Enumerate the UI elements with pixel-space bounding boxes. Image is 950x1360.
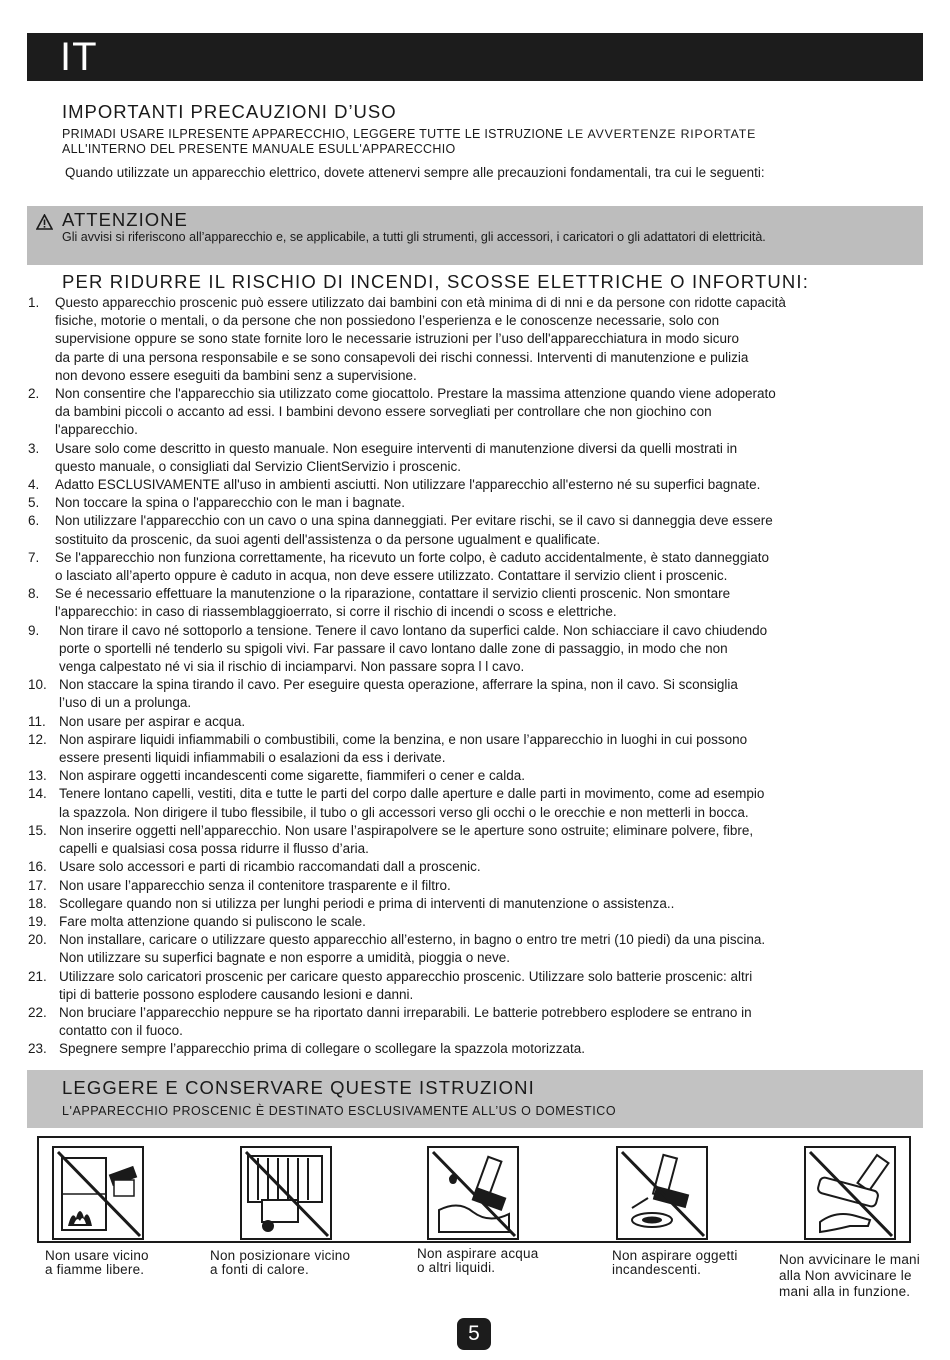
warning-text: Gli avvisi si riferiscono all’apparecchio e, se applicabile, a tutti gli strumenti, gli accessori, i caricatori o gli adattatori di elettricità. (62, 230, 766, 244)
safety-rule-line: Se l'apparecchio non funziona correttamente, ha ricevuto un forte colpo, è caduto accidentalmente, è stato danneggiato (55, 549, 770, 565)
safety-rule-item (28, 585, 888, 621)
safety-rule-number: 22. (28, 1004, 47, 1020)
caption-2-line-2: a fonti di calore. (210, 1262, 309, 1277)
safety-rule-item (28, 294, 888, 385)
safety-rule-line: Usare solo accessori e parti di ricambio raccomandati dall a proscenic. (59, 859, 481, 875)
safety-rule-line: Non utilizzare su superfici bagnate e non esporre a umidità, pioggia o neve. (59, 950, 511, 966)
caption-5-line-2: alla Non avvicinare le (779, 1268, 912, 1283)
safety-rule-number: 16. (28, 859, 47, 875)
safety-rule-line: non devono essere eseguiti da bambini senz a supervisione. (55, 367, 417, 383)
safety-rule-number: 8. (28, 586, 40, 602)
safety-rule-number: 17. (28, 877, 47, 893)
safety-rule-line: l'apparecchio: in caso di riassemblaggioerrato, si corre il rischio di incendi o scoss e elettriche. (55, 604, 617, 620)
safety-rule-line: da parte di una persona responsabile e se sono consapevoli dei rischi connessi. Interventi di manutenzione e pulizia (55, 349, 749, 365)
safety-rule-number: 3. (28, 440, 40, 456)
precautions-subtitle-part1: PRIMADI USARE ILPRESENTE APPARECCHIO, LEGGERE TUTTE LE ISTRUZIONE (62, 127, 564, 141)
safety-rule-line: l'apparecchio. (55, 422, 138, 438)
caption-1-line-1: Non usare vicino (45, 1248, 149, 1263)
no-heat-source-icon (240, 1146, 332, 1240)
precautions-intro: Quando utilizzate un apparecchio elettrico, dovete attenervi sempre alle precauzioni fondamentali, tra cui le seguenti: (65, 165, 765, 180)
safety-rule-number: 2. (28, 386, 40, 402)
safety-rule-item (28, 440, 888, 476)
safety-rule-line: Non usare per aspirar e acqua. (59, 713, 246, 729)
safety-rule-line: Non bruciare l’apparecchio neppure se ha riportato danni irreparabili. Le batterie potrebbero esplodere se entrano in (59, 1004, 752, 1020)
safety-rule-line: Tenere lontano capelli, vestiti, dita e tutte le parti del corpo dalle aperture e dalle parti in movimento, come ad esempio (59, 786, 765, 802)
caption-1-line-2: a fiamme libere. (45, 1262, 145, 1277)
safety-rule-line: Se é necessario effettuare la manutenzione o la riparazione, contattare il servizio clienti proscenic. Non smontare (55, 586, 731, 602)
caption-3-line-1: Non aspirare acqua (417, 1246, 539, 1261)
safety-rule-item (28, 385, 888, 440)
caption-4-line-1: Non aspirare oggetti (612, 1248, 738, 1263)
safety-rule-item (28, 549, 888, 585)
language-header-bar (27, 33, 923, 81)
safety-rule-number: 1. (28, 295, 40, 310)
safety-rule-number: 4. (28, 477, 40, 493)
safety-rule-line: Non aspirare oggetti incandescenti come sigarette, fiammiferi o cener e calda. (59, 768, 525, 784)
safety-rule-line: l’uso di un a prolunga. (59, 695, 192, 711)
safety-rule-item (28, 877, 888, 895)
safety-rule-line: Usare solo come descritto in questo manuale. Non eseguire interventi di manutenzione diversi da quelli mostrati in (55, 440, 738, 456)
safety-rule-line: capelli e qualsiasi cosa possa ridurre il flusso d’aria. (59, 841, 369, 857)
safety-rule-number: 6. (28, 513, 40, 529)
safety-rule-line: contatto con il fuoco. (59, 1023, 183, 1039)
safety-rule-number: 23. (28, 1041, 47, 1057)
language-code: IT (60, 35, 98, 79)
warning-title: ATTENZIONE (62, 209, 188, 230)
safety-rule-line: venga calpestato né vi sia il rischio di inciamparvi. Non passare sopra l l cavo. (59, 659, 525, 675)
pictogram-caption-1 (45, 1249, 149, 1277)
safety-rules-list (28, 294, 888, 1059)
safety-rule-item (28, 476, 888, 494)
pictogram-caption-3 (417, 1247, 538, 1275)
safety-rule-item (28, 731, 888, 767)
safety-rule-number: 13. (28, 768, 47, 784)
safety-rule-item (28, 713, 888, 731)
risk-title: PER RIDURRE IL RISCHIO DI INCENDI, SCOSSE ELETTRICHE O INFORTUNI: (62, 271, 810, 292)
safety-rule-number: 11. (28, 713, 46, 729)
caption-5-line-1: Non avvicinare le mani (779, 1252, 920, 1267)
safety-rule-line: Non utilizzare l'apparecchio con un cavo o una spina danneggiati. Per evitare rischi, se il cavo si danneggia deve essere (55, 513, 773, 529)
safety-rule-item (28, 895, 888, 913)
precautions-title: IMPORTANTI PRECAUZIONI D’USO (62, 101, 397, 122)
safety-rule-number: 10. (28, 677, 47, 693)
page-number: 5 (457, 1318, 491, 1350)
caption-2-line-1: Non posizionare vicino (210, 1248, 351, 1263)
safety-rule-line: questo manuale, o consigliati dal Servizio ClientServizio i proscenic. (55, 458, 461, 474)
precautions-subtitle-line2: ALL'INTERNO DEL PRESENTE MANUALE ESULL'APPARECCHIO (62, 142, 456, 156)
pictogram-caption-5 (779, 1252, 920, 1300)
safety-rule-number: 9. (28, 622, 40, 638)
safety-rule-line: Non inserire oggetti nell’apparecchio. Non usare l’aspirapolvere se le aperture sono ostruite; eliminare polvere, fibre, (59, 822, 754, 838)
safety-rule-item (28, 676, 888, 712)
safety-rule-number: 14. (28, 786, 47, 802)
read-keep-box (27, 1070, 923, 1128)
safety-rule-line: Fare molta attenzione quando si puliscono le scale. (59, 913, 366, 929)
caption-4-line-2: incandescenti. (612, 1262, 702, 1277)
safety-rule-number: 18. (28, 895, 47, 911)
safety-rule-item (28, 1004, 888, 1040)
no-hot-objects-icon (616, 1146, 708, 1240)
safety-rule-line: Non consentire che l'apparecchio sia utilizzato come giocattolo. Prestare la massima attenzione quando viene adoperato (55, 386, 776, 402)
safety-rule-line: Non installare, caricare o utilizzare questo apparecchio all’esterno, in bagno o entro tre metri (10 piedi) da una piscina. (59, 932, 766, 948)
safety-rule-number: 15. (28, 822, 47, 838)
safety-rule-line: Non aspirare liquidi infiammabili o combustibili, come la benzina, e non usare l’apparecchio in luoghi in cui possono (59, 731, 748, 747)
safety-rule-line: fisiche, motorie o mentali, o da persone che non possiedono l’esperienza e le conoscenze necessarie, solo con (55, 313, 720, 329)
safety-rule-line: Non staccare la spina tirando il cavo. Per eseguire questa operazione, afferrare la spina, non il cavo. Si sconsiglia (59, 677, 738, 693)
safety-rule-line: tipi di batterie possono esplodere causando lesioni e danni. (59, 986, 414, 1002)
safety-rule-item (28, 767, 888, 785)
no-liquids-icon (427, 1146, 519, 1240)
warning-box (27, 206, 923, 265)
pictogram-caption-2 (210, 1249, 350, 1277)
safety-rule-item (28, 822, 888, 858)
safety-rule-item (28, 1040, 888, 1058)
pictogram-caption-4 (612, 1249, 738, 1277)
safety-rule-line: Non tirare il cavo né sottoporlo a tensione. Tenere il cavo lontano da superfici calde. Non schiacciare il cavo chiudendo (59, 622, 768, 638)
safety-rule-item (28, 968, 888, 1004)
caption-3-line-2: o altri liquidi. (417, 1260, 496, 1275)
read-keep-subtitle: L'APPARECCHIO PROSCENIC È DESTINATO ESCLUSIVAMENTE ALL’US O DOMESTICO (62, 1104, 617, 1118)
no-hands-near-brush-icon (804, 1146, 896, 1240)
safety-rule-line: sostituito da proscenic, da suoi agenti dell'assistenza o da persone ugualment e qualificate. (55, 531, 601, 547)
safety-rule-line: Non toccare la spina o l'apparecchio con le man i bagnate. (55, 495, 406, 511)
safety-rule-item (28, 785, 888, 821)
safety-rule-line: Non usare l’apparecchio senza il contenitore trasparente e il filtro. (59, 877, 451, 893)
safety-rule-item (28, 494, 888, 512)
safety-rule-line: Questo apparecchio proscenic può essere utilizzato dai bambini con età minima di di nni e da persone con ridotte capacità (55, 295, 786, 310)
safety-rule-number: 5. (28, 495, 40, 511)
safety-rule-item (28, 622, 888, 677)
read-keep-title: LEGGERE E CONSERVARE QUESTE ISTRUZIONI (62, 1077, 535, 1098)
safety-rule-line: Scollegare quando non si utilizza per lunghi periodi e prima di interventi di manutenzione o assistenza.. (59, 895, 675, 911)
safety-rule-number: 21. (28, 968, 47, 984)
warning-triangle-icon (36, 214, 53, 230)
safety-rule-line: essere presenti liquidi infiammabili o esalazioni da ess i derivate. (59, 750, 446, 766)
safety-rule-number: 7. (28, 549, 40, 565)
safety-rule-number: 20. (28, 932, 47, 948)
no-open-flame-icon (52, 1146, 144, 1240)
safety-rule-item (28, 858, 888, 876)
safety-rule-line: porte o sportelli né tenderlo su spigoli vivi. Far passare il cavo lontano dalle zone di passaggio, in modo che non (59, 640, 728, 656)
caption-5-line-3: mani alla in funzione. (779, 1284, 911, 1299)
precautions-subtitle-part2: LE AVVERTENZE RIPORTATE (563, 127, 757, 141)
safety-rule-number: 12. (28, 731, 47, 747)
safety-rule-line: da bambini piccoli o accanto ad essi. I bambini devono essere sorvegliati per controllare che non giochino con (55, 404, 712, 420)
safety-rule-line: o lasciato all’aperto oppure è caduto in acqua, non deve essere utilizzato. Contattare il servizio client i proscenic. (55, 568, 728, 584)
safety-rule-line: supervisione oppure se sono state fornite loro le necessarie istruzioni per l’uso dell'apparecchiatura in modo sicuro (55, 331, 739, 347)
safety-rule-line: Spegnere sempre l’apparecchio prima di collegare o scollegare la spazzola motorizzata. (59, 1041, 586, 1057)
precautions-subtitle (62, 127, 922, 157)
safety-rule-item (28, 931, 888, 967)
safety-rule-number: 19. (28, 913, 47, 929)
safety-rule-item (28, 913, 888, 931)
safety-rule-line: la spazzola. Non dirigere il tubo flessibile, il tubo o gli accessori verso gli occhi o le orecchie e non metterli in bocca. (59, 804, 749, 820)
safety-rule-line: Adatto ESCLUSIVAMENTE all'uso in ambienti asciutti. Non utilizzare l'apparecchio all'esterno né su superfici bagnate. (55, 477, 761, 493)
safety-rule-item (28, 512, 888, 548)
safety-rule-line: Utilizzare solo caricatori proscenic per caricare questo apparecchio proscenic. Utilizzare solo batterie proscenic: altri (59, 968, 753, 984)
